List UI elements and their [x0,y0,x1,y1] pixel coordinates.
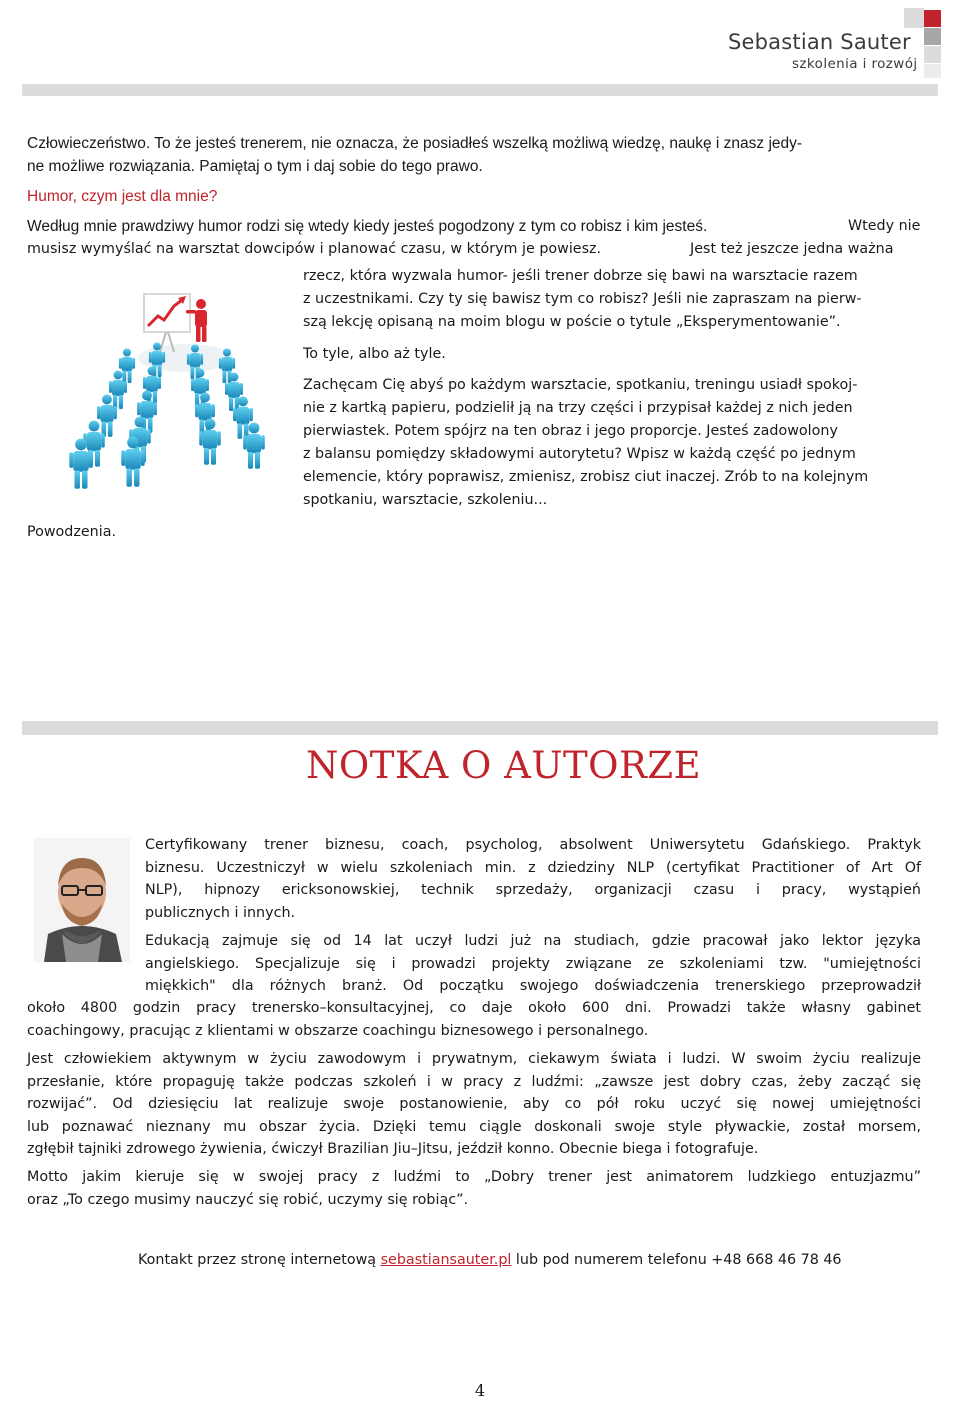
humor-line-5: szą lekcję opisaną na moim blogu w poście o tytule „Eksperymentowanie”. [303,314,841,330]
humor-line-3: rzecz, która wyzwala humor- jeśli trener dobrze się bawi na warsztacie razem [303,268,858,284]
author-photo [34,838,130,962]
section-title: NOTKA O AUTORZE [306,744,702,787]
author-paragraph-3: Jest człowiekiem aktywnym w życiu zawodowym i prywatnym, ciekawym świata i ludzi. W swoim życiu realizuje przesłanie, które propaguję także podczas szkoleń i w pracy z ludźmi: „zawsze jest dobry czas, żeby zacząć się rozwijać”. Od dziesięciu lat realizuje swoje postanowienie, aby co pół roku uczyć się nowej umiejętności lub poznawać nieznany mu obszar życia. Dzięki temu ciągle doskonali swoje style pływackie, został morsem, zgłębił tajniki zdrowego żywienia, ćwiczył Brazilian Jiu–Jitsu, jeździł konno. Obecnie biega i fotografuje. [27,1051,921,1157]
humor-p2-line-1: Zachęcam Cię abyś po każdym warsztacie, spotkaniu, treningu usiadł spokoj- [303,377,858,393]
brand-name: Sebastian Sauter [728,30,911,54]
humor-p2-line-3: pierwiastek. Potem spójrz na ten obraz i jego proporcje. Jesteś zadowolony [303,423,838,439]
page-number: 4 [474,1381,486,1400]
contact-suffix: lub pod numerem telefonu +48 668 46 78 46 [515,1252,842,1268]
humor-line-1: Według mnie prawdziwy humor rodzi się wtedy kiedy jesteś pogodzony z tym co robisz i kim jesteś. [27,218,708,235]
humor-p2-line-5: elemencie, który poprawisz, zmienisz, zrobisz ciut inaczej. Zrób to na kolejnym [303,469,869,485]
website-link[interactable]: sebastiansauter.pl [380,1252,512,1268]
humor-line-6: To tyle, albo aż tyle. [303,346,446,362]
contact-prefix: Kontakt przez stronę internetową [138,1252,377,1268]
team-presentation-illustration [36,286,294,490]
closing: Powodzenia. [27,524,117,540]
humor-p2-line-4: z balansu pomiędzy składowymi autorytetu? Wpisz w każdą część po jednym [303,446,856,462]
header-divider [22,84,938,96]
contact-line [138,1249,842,1272]
humor-p2-line-6: spotkaniu, warsztacie, szkoleniu... [303,492,548,508]
author-paragraph-2a: Edukacją zajmuje się od 14 lat uczył ludzi już na studiach, gdzie pracował jako lektor języka angielskiego. Specjalizuje się i prowadzi projekty związane ze szkoleniami tzw. "umiejętności miękkich" dla różnych branż. Od początku swojego doświadczenia trenerskiego przeprowadził [145,933,921,994]
brand-tagline: szkolenia i rozwój [792,56,918,72]
humor-line-2a: musisz wymyślać na warsztat dowcipów i planować czasu, w którym je powiesz. [27,241,602,257]
author-paragraph-2b: około 4800 godzin pracy trenersko–konsultacyjnej, co daje około 600 dni. Prowadzi także własny gabinet coachingowy, pracując z klientami w obszarze coachingu biznesowego i personalnego. [27,1000,921,1039]
humor-line-4: z uczestnikami. Czy ty się bawisz tym co robisz? Jeśli nie zapraszam na pierw- [303,291,862,307]
intro-line-1: Człowieczeństwo. To że jesteś trenerem, nie oznacza, że posiadłeś wszelką możliwą wiedzę, naukę i znasz jedy- [27,135,803,152]
author-paragraph-4: Motto jakim kieruje się w swojej pracy z ludźmi to „Dobry trener jest animatorem ludzkiego entuzjazmu” oraz „To czego musimy nauczyć się robić, uczymy się robiąc”. [27,1169,921,1208]
intro-line-2: ne możliwe rozwiązania. Pamiętaj o tym i daj sobie do tego prawo. [27,158,483,175]
humor-line-2b: Jest też jeszcze jedna ważna [690,241,894,257]
humor-p2-line-2: nie z kartką papieru, podzielił ją na trzy części i przypisał każdej z nich jeden [303,400,853,416]
humor-heading: Humor, czym jest dla mnie? [27,188,218,205]
author-paragraph-1: Certyfikowany trener biznesu, coach, psycholog, absolwent Uniwersytetu Gdańskiego. Praktyk biznesu. Uczestniczył w wielu szkoleniach min. z dziedziny NLP (certyfikat Practitioner of Art Of NLP), hipnozy ericksonowskiej, technik sprzedaży, organizacji czasu i pracy, wystąpień publicznych i innych. [145,837,921,921]
section-divider [22,721,938,735]
humor-line-1-tail: Wtedy nie [848,218,921,234]
